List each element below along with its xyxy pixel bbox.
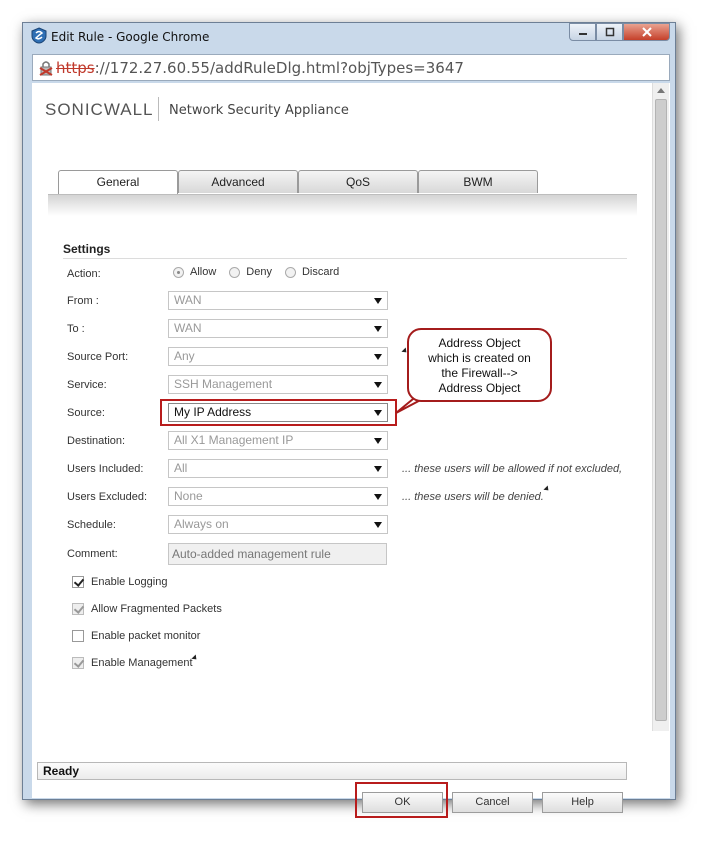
users-excluded-label: Users Excluded: (67, 491, 148, 503)
scroll-up-icon[interactable] (657, 88, 665, 93)
chevron-down-icon (374, 438, 382, 444)
url-scheme: https (56, 59, 95, 77)
destination-label: Destination: (67, 435, 126, 447)
url-path: ://172.27.60.55/addRuleDlg.html?objTypes=3647 (94, 59, 464, 77)
sonicwall-app-icon (31, 27, 47, 44)
action-label: Action: (67, 268, 101, 280)
radio-deny-dot[interactable] (229, 267, 240, 278)
schedule-label: Schedule: (67, 519, 116, 531)
checkbox-label: Enable packet monitor (91, 630, 201, 642)
callout-line: Address Object (438, 336, 521, 350)
broken-lock-icon (39, 60, 53, 76)
checkbox-label: Allow Fragmented Packets (91, 603, 222, 615)
chevron-down-icon (374, 298, 382, 304)
maximize-icon (605, 27, 615, 37)
header-divider (158, 97, 159, 121)
radio-discard-dot[interactable] (285, 267, 296, 278)
checkbox-label: Enable Management (91, 657, 193, 669)
sonicwall-logo: SONICWALL (45, 100, 154, 119)
minimize-icon (578, 27, 588, 37)
service-select[interactable] (168, 375, 388, 394)
from-value: WAN (174, 293, 202, 307)
enable-management-checkbox[interactable] (72, 657, 193, 669)
cancel-button[interactable]: Cancel (452, 792, 533, 813)
callout-line: which is created on (428, 351, 531, 365)
users-included-label: Users Included: (67, 463, 144, 475)
from-label: From : (67, 295, 99, 307)
comment-label: Comment: (67, 548, 118, 560)
enable-packet-monitor-checkbox[interactable] (72, 630, 200, 642)
annotation-callout (407, 328, 552, 402)
source-value: My IP Address (174, 405, 252, 419)
radio-allow-dot[interactable] (173, 267, 184, 278)
users-excluded-select[interactable] (168, 487, 388, 506)
help-marker-icon (543, 485, 550, 492)
status-bar: Ready (37, 762, 627, 780)
product-name: Network Security Appliance (169, 103, 349, 118)
checkbox-box[interactable] (72, 576, 84, 588)
source-port-value: Any (174, 349, 195, 363)
dialog-content (32, 83, 670, 808)
source-highlight-box (160, 399, 397, 426)
browser-window (22, 22, 676, 808)
chevron-down-icon (374, 382, 382, 388)
radio-deny[interactable] (229, 266, 272, 278)
radio-discard[interactable] (285, 266, 339, 278)
radio-deny-label: Deny (246, 266, 272, 278)
vertical-scrollbar[interactable] (652, 83, 669, 731)
users-included-select[interactable] (168, 459, 388, 478)
from-select[interactable] (168, 291, 388, 310)
destination-value: All X1 Management IP (174, 433, 294, 447)
ok-highlight-box (355, 782, 448, 818)
minimize-button[interactable] (569, 23, 596, 41)
checkbox-box[interactable] (72, 630, 84, 642)
settings-heading: Settings (63, 242, 111, 256)
callout-line: Address Object (438, 381, 521, 395)
callout-line: the Firewall--> (441, 366, 518, 380)
service-value: SSH Management (174, 377, 273, 391)
chevron-down-icon (374, 522, 382, 528)
chevron-down-icon (374, 494, 382, 500)
title-bar (23, 23, 675, 51)
schedule-select[interactable] (168, 515, 388, 534)
source-port-label: Source Port: (67, 351, 129, 363)
radio-allow[interactable] (173, 266, 216, 278)
tab-advanced[interactable]: Advanced (178, 170, 298, 193)
maximize-button[interactable] (596, 23, 623, 41)
help-button[interactable]: Help (542, 792, 623, 813)
source-label: Source: (67, 407, 105, 419)
checkbox-box[interactable] (72, 603, 84, 615)
to-select[interactable] (168, 319, 388, 338)
scrollbar-thumb[interactable] (655, 99, 667, 721)
close-icon (641, 26, 653, 38)
checkbox-label: Enable Logging (91, 576, 168, 588)
checkbox-box[interactable] (72, 657, 84, 669)
action-radio-group (173, 266, 352, 278)
users-included-hint: ... these users will be allowed if not excluded, (402, 463, 623, 475)
users-excluded-hint: ... these users will be denied. (402, 491, 544, 503)
chevron-down-icon (374, 354, 382, 360)
to-value: WAN (174, 321, 202, 335)
close-window-button[interactable] (623, 23, 670, 41)
chevron-down-icon (374, 466, 382, 472)
users-included-value: All (174, 461, 188, 475)
settings-divider (63, 258, 627, 259)
tab-bwm[interactable]: BWM (418, 170, 538, 193)
help-marker-icon (191, 654, 198, 661)
radio-allow-label: Allow (190, 266, 217, 278)
address-bar[interactable] (32, 54, 670, 81)
schedule-value: Always on (174, 517, 229, 531)
chevron-down-icon (374, 326, 382, 332)
url-text (56, 59, 464, 77)
tab-qos[interactable]: QoS (298, 170, 418, 193)
tab-general[interactable]: General (58, 170, 178, 194)
users-excluded-value: None (174, 489, 203, 503)
to-label: To : (67, 323, 85, 335)
destination-select[interactable] (168, 431, 388, 450)
service-label: Service: (67, 379, 107, 391)
source-port-select[interactable] (168, 347, 388, 366)
tab-bar (58, 170, 538, 193)
comment-field[interactable]: Auto-added management rule (168, 543, 387, 565)
enable-logging-checkbox[interactable] (72, 576, 167, 588)
radio-discard-label: Discard (301, 266, 340, 278)
ok-button[interactable]: OK (362, 792, 443, 813)
window-title: Edit Rule - Google Chrome (51, 30, 210, 44)
allow-fragmented-packets-checkbox[interactable] (72, 603, 222, 615)
tab-panel-header (48, 194, 637, 216)
